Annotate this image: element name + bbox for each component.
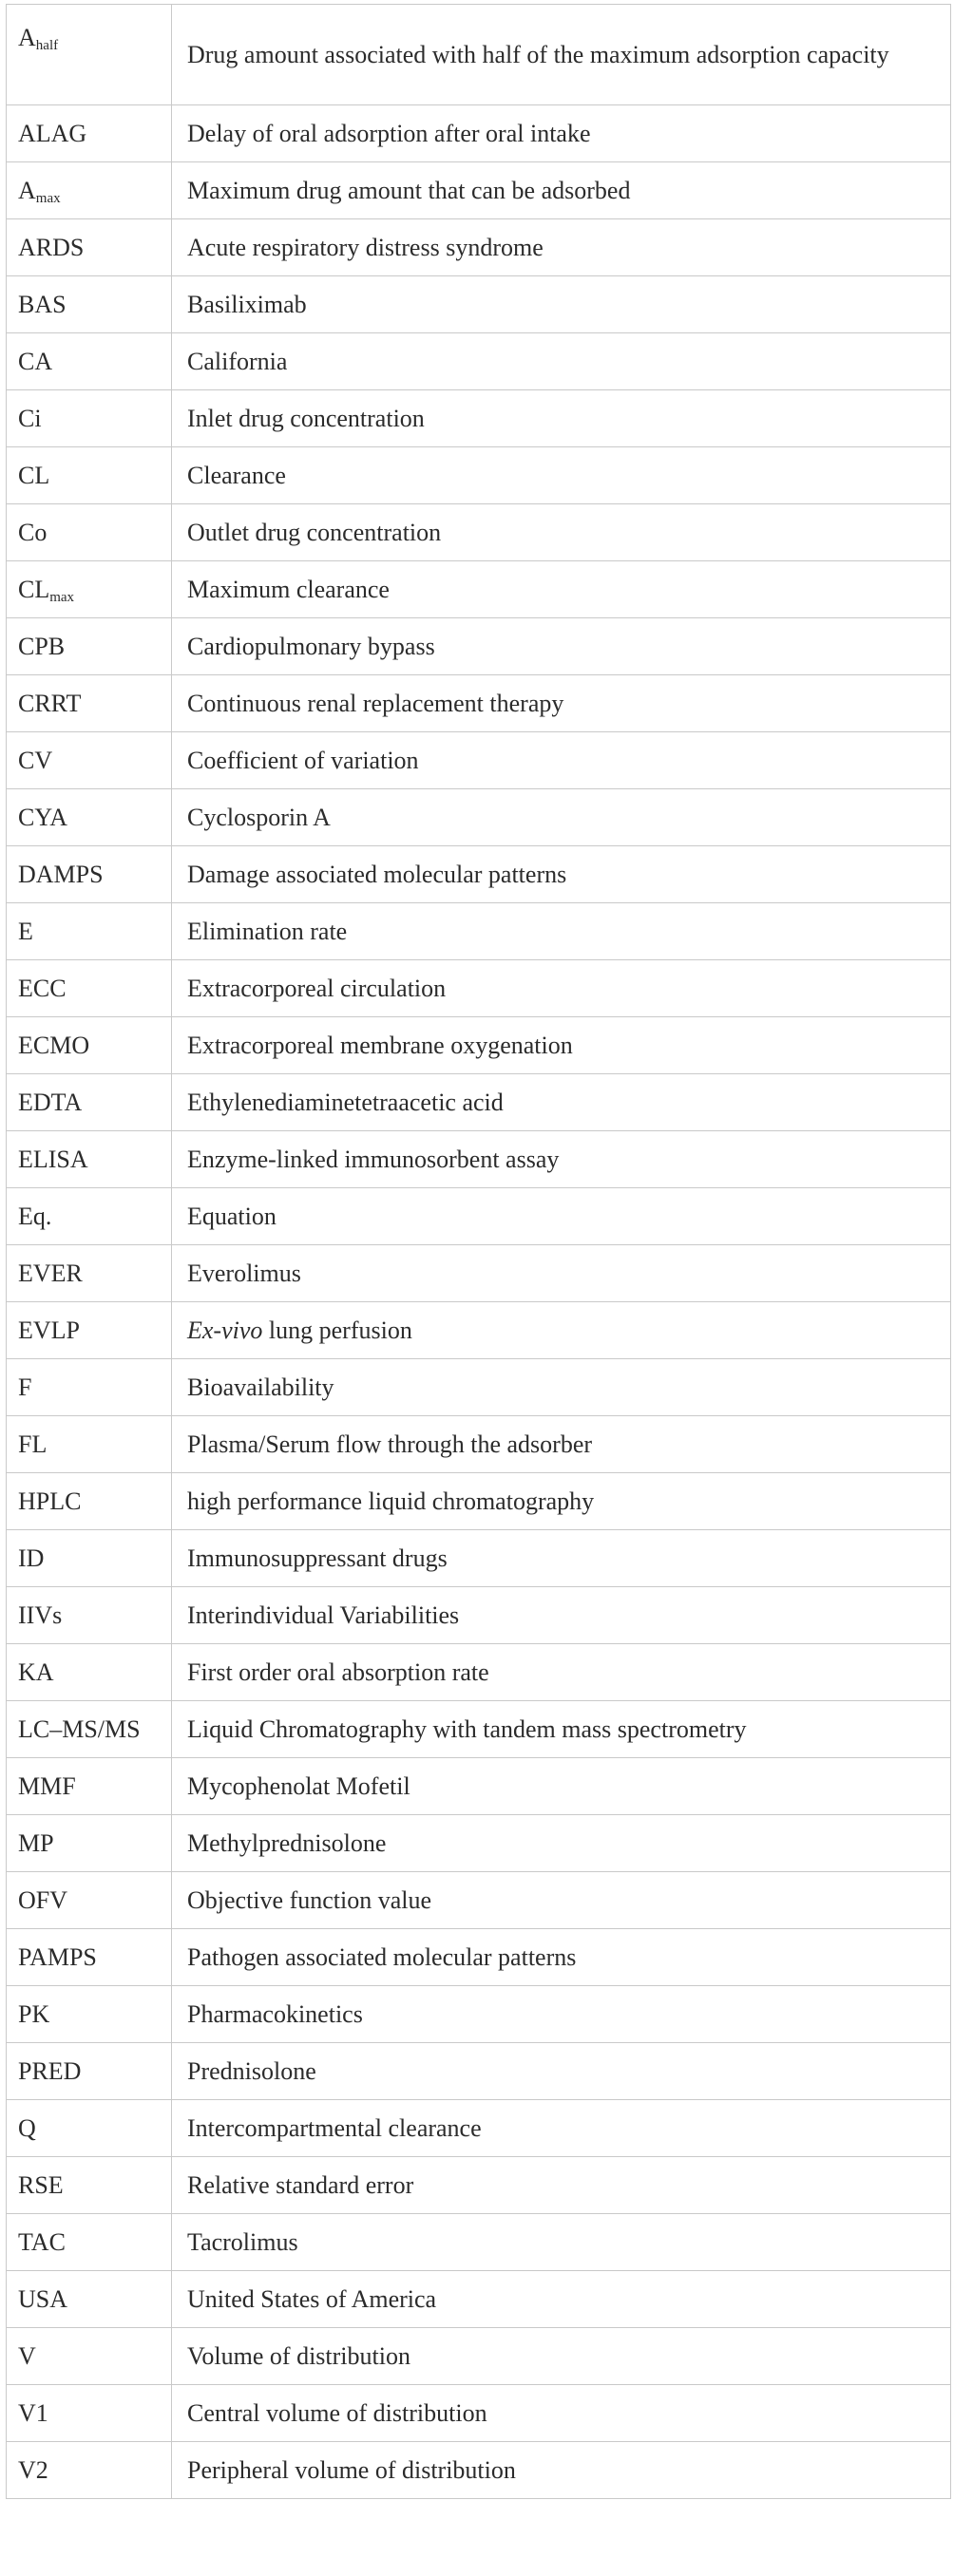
definition-text: Tacrolimus: [187, 2227, 298, 2256]
abbreviation-cell: [7, 2271, 172, 2328]
table-row: [7, 789, 951, 846]
definition-cell: [172, 1131, 951, 1188]
abbreviation-cell: [7, 675, 172, 732]
abbreviation-cell: [7, 2043, 172, 2100]
abbreviation-cell: [7, 732, 172, 789]
abbreviation-cell: [7, 1416, 172, 1473]
abbreviation-cell: [7, 1758, 172, 1815]
abbreviation-cell: [7, 447, 172, 504]
definition-text: lung perfusion: [262, 1316, 412, 1344]
abbreviation-subscript: max: [35, 190, 61, 206]
definition-text: Damage associated molecular patterns: [187, 860, 567, 888]
definition-text: Outlet drug concentration: [187, 518, 442, 546]
abbreviation-text: ID: [18, 1544, 45, 1572]
abbreviation-text: RSE: [18, 2170, 64, 2199]
abbreviation-cell: [7, 2157, 172, 2214]
abbreviation-text: CPB: [18, 632, 66, 660]
definition-cell: [172, 561, 951, 618]
definition-cell: [172, 1188, 951, 1245]
abbreviation-cell: [7, 1929, 172, 1986]
definition-cell: [172, 1074, 951, 1131]
table-row: [7, 219, 951, 276]
definition-cell: [172, 5, 951, 105]
definition-cell: [172, 2328, 951, 2385]
abbreviation-cell: [7, 2442, 172, 2499]
definition-text: Volume of distribution: [187, 2341, 410, 2370]
abbreviation-cell: [7, 903, 172, 960]
table-row: [7, 2328, 951, 2385]
abbreviation-text: KA: [18, 1657, 54, 1686]
table-row: [7, 2442, 951, 2499]
table-row: [7, 1872, 951, 1929]
definition-cell: [172, 1872, 951, 1929]
table-row: [7, 618, 951, 675]
table-row: [7, 2043, 951, 2100]
definition-cell: [172, 1815, 951, 1872]
definition-cell: [172, 2442, 951, 2499]
abbreviation-cell: [7, 390, 172, 447]
abbreviation-text: DAMPS: [18, 860, 104, 888]
abbreviation-cell: [7, 1302, 172, 1359]
abbreviation-text: A: [18, 24, 36, 51]
abbreviation-cell: [7, 219, 172, 276]
abbreviation-cell: [7, 2328, 172, 2385]
abbreviations-table: [6, 4, 951, 2499]
definition-text: Prednisolone: [187, 2056, 316, 2085]
table-row: [7, 2271, 951, 2328]
abbreviation-cell: [7, 1359, 172, 1416]
abbreviation-cell: [7, 2100, 172, 2157]
abbreviation-cell: [7, 2214, 172, 2271]
definition-text: Liquid Chromatography with tandem mass spectrometry: [187, 1714, 747, 1743]
abbreviation-text: Q: [18, 2113, 36, 2142]
table-row: [7, 903, 951, 960]
definition-cell: [172, 1359, 951, 1416]
definition-text: Ethylenediaminetetraacetic acid: [187, 1088, 504, 1116]
definition-text: Cardiopulmonary bypass: [187, 632, 435, 660]
definition-cell: [172, 1929, 951, 1986]
table-row: [7, 1245, 951, 1302]
abbreviation-text: ECC: [18, 974, 67, 1002]
table-row: [7, 1188, 951, 1245]
abbreviation-subscript: half: [35, 38, 59, 53]
definition-cell: [172, 732, 951, 789]
definition-text: Pathogen associated molecular patterns: [187, 1942, 577, 1971]
definition-cell: [172, 276, 951, 333]
definition-text: Pharmacokinetics: [187, 1999, 363, 2028]
abbreviation-cell: [7, 5, 172, 105]
definition-cell: [172, 1245, 951, 1302]
definition-text: Acute respiratory distress syndrome: [187, 233, 544, 261]
table-row: [7, 1815, 951, 1872]
table-row: [7, 960, 951, 1017]
abbreviation-text: CYA: [18, 803, 68, 831]
definition-text: Cyclosporin A: [187, 803, 331, 831]
definition-text: Basiliximab: [187, 290, 307, 318]
definition-text: Intercompartmental clearance: [187, 2113, 482, 2142]
definition-text: Mycophenolat Mofetil: [187, 1771, 410, 1800]
table-row: [7, 5, 951, 105]
table-row: [7, 162, 951, 219]
abbreviation-text: ECMO: [18, 1031, 90, 1059]
table-row: [7, 447, 951, 504]
abbreviation-cell: [7, 789, 172, 846]
abbreviation-text: OFV: [18, 1885, 68, 1914]
definition-cell: [172, 333, 951, 390]
definition-text: Everolimus: [187, 1259, 301, 1287]
definition-text: Inlet drug concentration: [187, 404, 425, 432]
abbreviation-text: MMF: [18, 1771, 76, 1800]
abbreviation-cell: [7, 1530, 172, 1587]
definition-text: Central volume of distribution: [187, 2398, 487, 2427]
abbreviation-text: TAC: [18, 2227, 66, 2256]
abbreviation-subscript: max: [49, 589, 75, 605]
definition-cell: [172, 1017, 951, 1074]
abbreviation-text: FL: [18, 1430, 48, 1458]
definition-text: Extracorporeal circulation: [187, 974, 447, 1002]
abbreviation-text: V2: [18, 2455, 48, 2484]
definition-text: Methylprednisolone: [187, 1828, 387, 1857]
abbreviation-cell: [7, 1017, 172, 1074]
abbreviation-cell: [7, 1701, 172, 1758]
abbreviation-cell: [7, 1872, 172, 1929]
abbreviation-text: V: [18, 2341, 36, 2370]
definition-cell: [172, 789, 951, 846]
table-row: [7, 390, 951, 447]
abbreviation-cell: [7, 1131, 172, 1188]
table-row: [7, 1017, 951, 1074]
definition-cell: [172, 1473, 951, 1530]
abbreviation-cell: [7, 561, 172, 618]
definition-text: Plasma/Serum flow through the adsorber: [187, 1430, 593, 1458]
table-row: [7, 1473, 951, 1530]
table-row: [7, 846, 951, 903]
definition-text: Drug amount associated with half of the maximum adsorption capacity: [187, 40, 889, 68]
abbreviation-text: CRRT: [18, 689, 82, 717]
table-row: [7, 1416, 951, 1473]
abbreviation-text: F: [18, 1373, 32, 1401]
abbreviation-text: Ci: [18, 404, 42, 432]
table-row: [7, 1530, 951, 1587]
abbreviation-text: Co: [18, 518, 48, 546]
abbreviation-cell: [7, 105, 172, 162]
definition-cell: [172, 2043, 951, 2100]
abbreviation-cell: [7, 1188, 172, 1245]
abbreviation-text: EVLP: [18, 1316, 80, 1344]
definition-cell: [172, 1758, 951, 1815]
abbreviation-text: CL: [18, 461, 50, 489]
table-row: [7, 1359, 951, 1416]
definition-cell: [172, 504, 951, 561]
definition-cell: [172, 2100, 951, 2157]
table-row: [7, 2385, 951, 2442]
abbreviation-text: USA: [18, 2284, 68, 2313]
abbreviation-text: HPLC: [18, 1487, 82, 1515]
abbreviations-table-body: [7, 5, 951, 2499]
table-row: [7, 1131, 951, 1188]
abbreviation-cell: [7, 333, 172, 390]
abbreviation-cell: [7, 1986, 172, 2043]
abbreviation-text: LC–MS/MS: [18, 1714, 141, 1743]
definition-text: Maximum drug amount that can be adsorbed: [187, 176, 631, 204]
table-row: [7, 1587, 951, 1644]
definition-cell: [172, 1701, 951, 1758]
definition-text: Continuous renal replacement therapy: [187, 689, 564, 717]
abbreviation-text: BAS: [18, 290, 67, 318]
abbreviation-cell: [7, 1074, 172, 1131]
abbreviation-cell: [7, 1587, 172, 1644]
definition-cell: [172, 105, 951, 162]
definition-text: Enzyme-linked immunosorbent assay: [187, 1145, 560, 1173]
definition-cell: [172, 390, 951, 447]
definition-text: Maximum clearance: [187, 575, 390, 603]
table-row: [7, 1644, 951, 1701]
definition-cell: [172, 1986, 951, 2043]
definition-cell: [172, 447, 951, 504]
abbreviation-text: PK: [18, 1999, 50, 2028]
definition-text: Coefficient of variation: [187, 746, 419, 774]
definition-cell: [172, 675, 951, 732]
definition-cell: [172, 1302, 951, 1359]
abbreviation-cell: [7, 1245, 172, 1302]
definition-cell: [172, 2271, 951, 2328]
abbreviation-text: PAMPS: [18, 1942, 97, 1971]
definition-text: Extracorporeal membrane oxygenation: [187, 1031, 573, 1059]
abbreviation-text: CA: [18, 347, 53, 375]
abbreviation-cell: [7, 162, 172, 219]
abbreviation-cell: [7, 1644, 172, 1701]
table-row: [7, 2100, 951, 2157]
definition-cell: [172, 2385, 951, 2442]
definition-text: Objective function value: [187, 1885, 432, 1914]
definition-italic-text: Ex-vivo: [187, 1316, 263, 1344]
definition-cell: [172, 960, 951, 1017]
table-row: [7, 1986, 951, 2043]
abbreviation-cell: [7, 846, 172, 903]
table-row: [7, 1302, 951, 1359]
table-row: [7, 1074, 951, 1131]
definition-text: Equation: [187, 1202, 277, 1230]
table-row: [7, 2157, 951, 2214]
abbreviation-text: ALAG: [18, 119, 87, 147]
definition-text: Relative standard error: [187, 2170, 414, 2199]
definition-cell: [172, 1530, 951, 1587]
definition-cell: [172, 2157, 951, 2214]
table-row: [7, 333, 951, 390]
table-row: [7, 1929, 951, 1986]
table-row: [7, 2214, 951, 2271]
abbreviation-text: ARDS: [18, 233, 85, 261]
definition-text: Elimination rate: [187, 917, 348, 945]
table-row: [7, 675, 951, 732]
abbreviation-text: E: [18, 917, 33, 945]
abbreviation-text: A: [18, 176, 36, 204]
abbreviation-cell: [7, 504, 172, 561]
definition-cell: [172, 1416, 951, 1473]
definition-text: Clearance: [187, 461, 286, 489]
definition-text: Immunosuppressant drugs: [187, 1544, 448, 1572]
table-row: [7, 105, 951, 162]
definition-cell: [172, 618, 951, 675]
abbreviation-text: EVER: [18, 1259, 83, 1287]
definition-text: First order oral absorption rate: [187, 1657, 489, 1686]
definition-cell: [172, 846, 951, 903]
abbreviation-text: IIVs: [18, 1601, 63, 1629]
abbreviation-cell: [7, 960, 172, 1017]
definition-cell: [172, 903, 951, 960]
definition-cell: [172, 162, 951, 219]
abbreviation-cell: [7, 2385, 172, 2442]
table-row: [7, 504, 951, 561]
definition-text: Delay of oral adsorption after oral intake: [187, 119, 591, 147]
abbreviation-text: MP: [18, 1828, 54, 1857]
abbreviation-cell: [7, 276, 172, 333]
definition-cell: [172, 1644, 951, 1701]
abbreviation-text: CL: [18, 575, 50, 603]
abbreviation-text: PRED: [18, 2056, 82, 2085]
definition-text: California: [187, 347, 288, 375]
definition-cell: [172, 2214, 951, 2271]
abbreviation-text: EDTA: [18, 1088, 83, 1116]
table-row: [7, 1701, 951, 1758]
definition-text: Peripheral volume of distribution: [187, 2455, 516, 2484]
abbreviation-text: V1: [18, 2398, 48, 2427]
abbreviation-cell: [7, 1473, 172, 1530]
table-row: [7, 1758, 951, 1815]
abbreviation-text: ELISA: [18, 1145, 88, 1173]
definition-text: Bioavailability: [187, 1373, 334, 1401]
table-row: [7, 732, 951, 789]
abbreviation-cell: [7, 1815, 172, 1872]
table-row: [7, 561, 951, 618]
table-row: [7, 276, 951, 333]
definition-text: United States of America: [187, 2284, 437, 2313]
definition-cell: [172, 219, 951, 276]
definition-text: Interindividual Variabilities: [187, 1601, 460, 1629]
abbreviation-text: Eq.: [18, 1202, 52, 1230]
definition-text: high performance liquid chromatography: [187, 1487, 595, 1515]
definition-cell: [172, 1587, 951, 1644]
abbreviation-text: CV: [18, 746, 53, 774]
abbreviation-cell: [7, 618, 172, 675]
